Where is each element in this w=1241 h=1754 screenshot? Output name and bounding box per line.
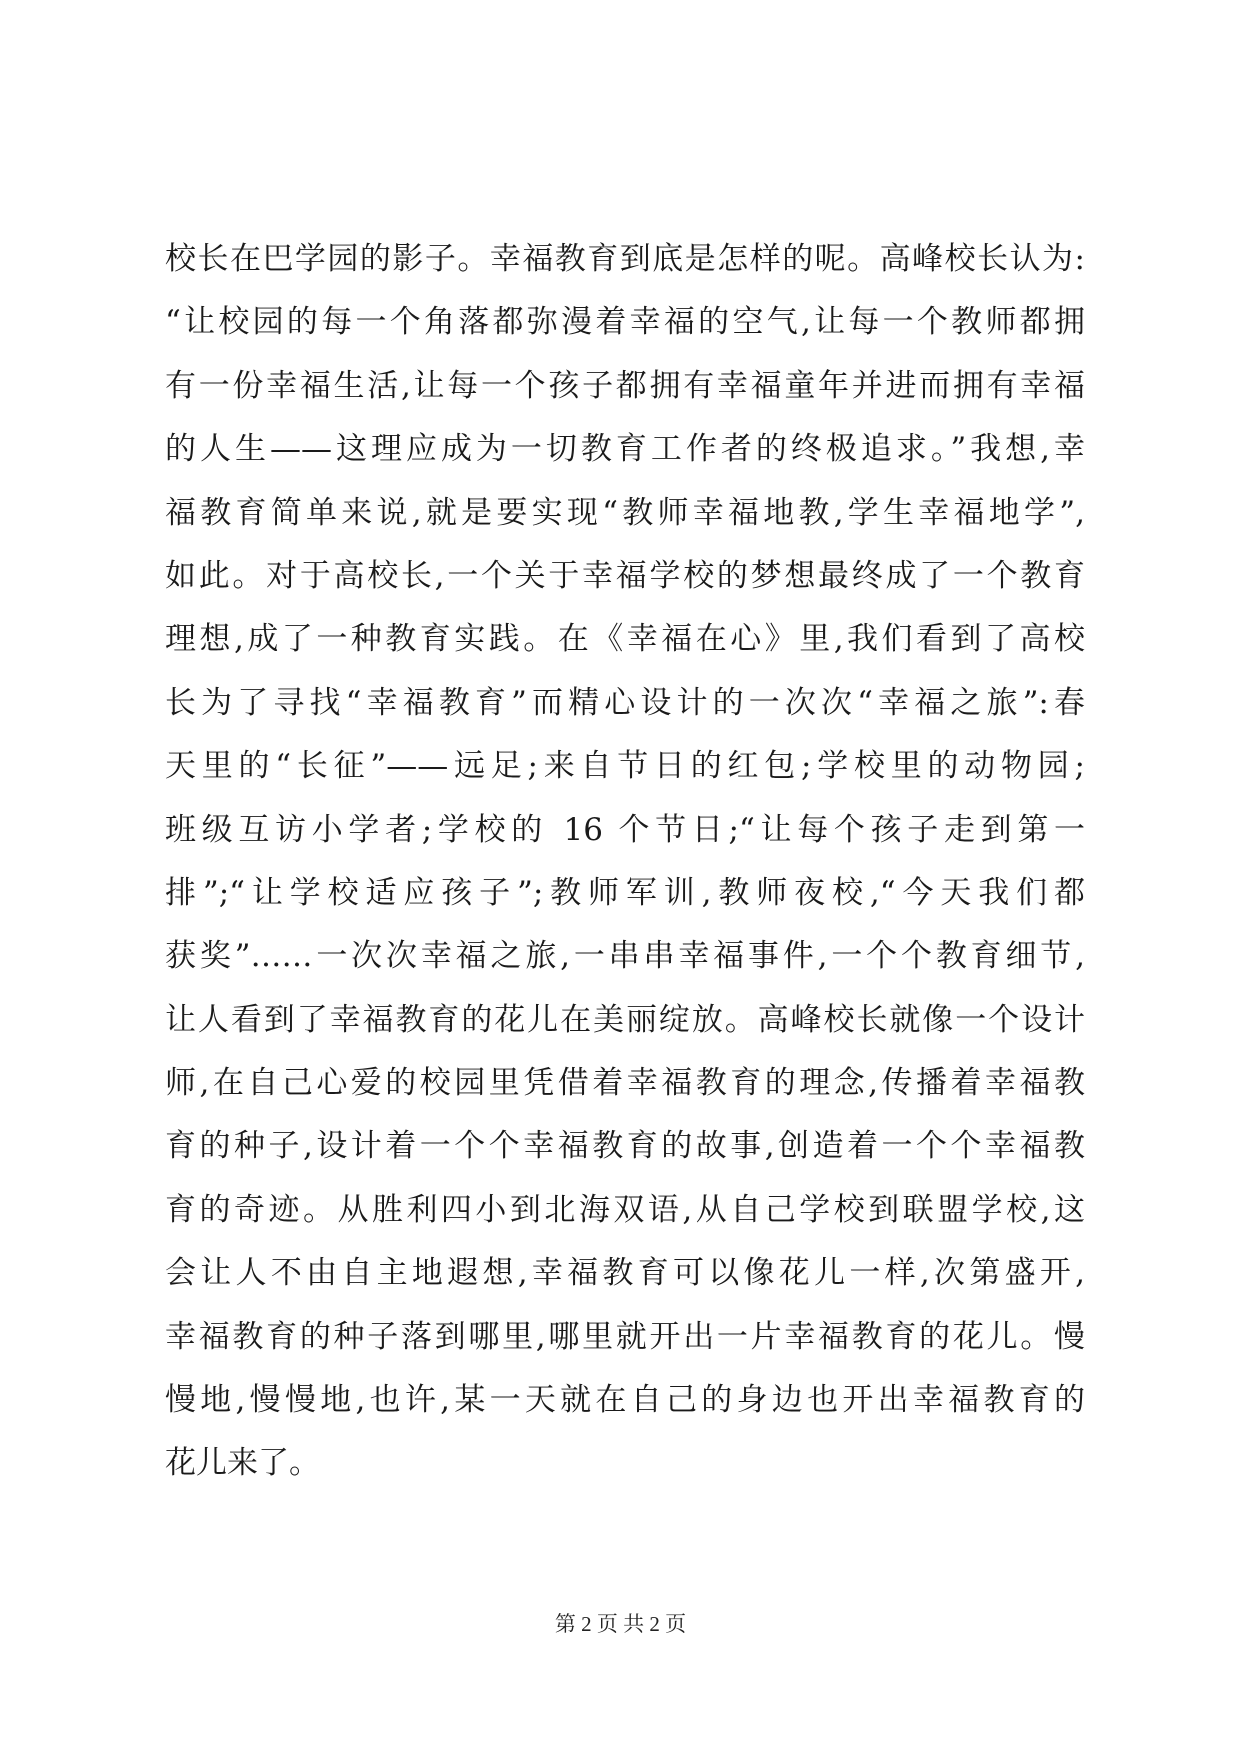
text-line: 获奖”……一次次幸福之旅,一串串幸福事件,一个个教育细节, [165,938,1085,975]
text-line: 如此。对于高校长,一个关于幸福学校的梦想最终成了一个教育 [165,557,1085,594]
text-line: 会让人不由自主地遐想,幸福教育可以像花儿一样,次第盛开, [165,1255,1085,1292]
text-line: 幸福教育的种子落到哪里,哪里就开出一片幸福教育的花儿。慢 [165,1318,1085,1355]
text-line: 理想,成了一种教育实践。在《幸福在心》里,我们看到了高校 [165,621,1085,658]
text-line: 有一份幸福生活,让每一个孩子都拥有幸福童年并进而拥有幸福 [165,367,1085,404]
body-text [165,228,1085,1496]
text-line: “让校园的每一个角落都弥漫着幸福的空气,让每一个教师都拥 [165,304,1085,341]
text-line: 育的种子,设计着一个个幸福教育的故事,创造着一个个幸福教 [165,1128,1085,1165]
text-line: 师,在自己心爱的校园里凭借着幸福教育的理念,传播着幸福教 [165,1065,1085,1102]
text-line: 让人看到了幸福教育的花儿在美丽绽放。高峰校长就像一个设计 [165,1001,1085,1038]
text-line: 育的奇迹。从胜利四小到北海双语,从自己学校到联盟学校,这 [165,1191,1085,1228]
text-line: 花儿来了。 [165,1445,320,1482]
page-footer: 第 2 页 共 2 页 [554,1612,687,1636]
text-line: 排”;“让学校适应孩子”;教师军训,教师夜校,“今天我们都 [165,874,1085,911]
text-line: 班级互访小学者;学校的 16 个节日;“让每个孩子走到第一 [165,811,1085,848]
text-line: 校长在巴学园的影子。幸福教育到底是怎样的呢。高峰校长认为: [165,241,1085,277]
text-line: 的人生——这理应成为一切教育工作者的终极追求。”我想,幸 [165,431,1085,468]
text-line: 天里的“长征”——远足;来自节日的红包;学校里的动物园; [165,748,1085,785]
text-line: 福教育简单来说,就是要实现“教师幸福地教,学生幸福地学”, [165,494,1085,531]
text-line: 长为了寻找“幸福教育”而精心设计的一次次“幸福之旅”:春 [165,684,1085,721]
text-line: 慢地,慢慢地,也许,某一天就在自己的身边也开出幸福教育的 [165,1382,1085,1419]
